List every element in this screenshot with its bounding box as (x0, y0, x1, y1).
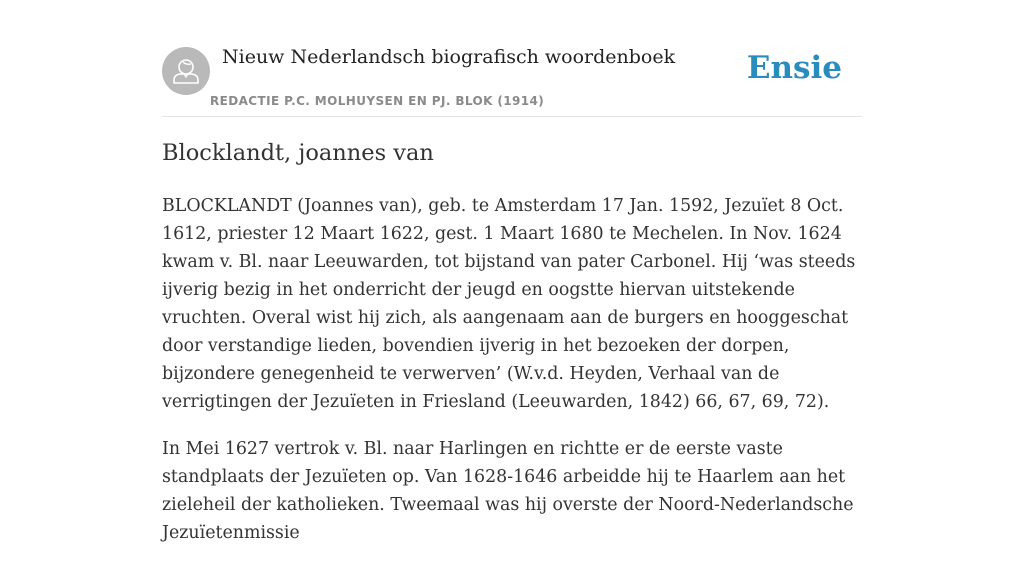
header (162, 40, 862, 117)
book-title[interactable]: Nieuw Nederlandsch biografisch woordenboek (222, 46, 676, 68)
book-subtitle: REDACTIE P.C. MOLHUYSEN EN PJ. BLOK (1914) (210, 94, 545, 108)
brand-logo[interactable]: Ensie (746, 50, 842, 86)
user-icon (162, 47, 210, 95)
article-paragraph: In Mei 1627 vertrok v. Bl. naar Harlingen en richtte er de eerste vaste standplaats der Jezuïeten op. Van 1628-1646 arbeidde hij te Haarlem aan het zieleheil der katholieken. Tweemaal was hij overste der Noord-Nederlandsche Jezuïetenmissie (162, 439, 854, 543)
avatar (162, 47, 210, 95)
article-paragraph: BLOCKLANDT (Joannes van), geb. te Amsterdam 17 Jan. 1592, Jezuïet 8 Oct. 1612, priester 12 Maart 1622, gest. 1 Maart 1680 te Mechelen. In Nov. 1624 kwam v. Bl. naar Leeuwarden, tot bijstand van pater Carbonel. Hij ‘was steeds ijverig bezig in het onderricht der jeugd en oogstte hiervan uitstekende vruchten. Overal wist hij zich, als aangenaam aan de burgers en hooggeschat door verstandige lieden, bovendien ijverig in het bezoeken der dorpen, bijzondere genegenheid te verwerven’ (W.v.d. Heyden, Verhaal van de verrigtingen der Jezuïeten in Friesland (Leeuwarden, 1842) 66, 67, 69, 72). (162, 196, 856, 412)
article-title: Blocklandt, joannes van (162, 140, 434, 166)
article-body (162, 192, 862, 566)
